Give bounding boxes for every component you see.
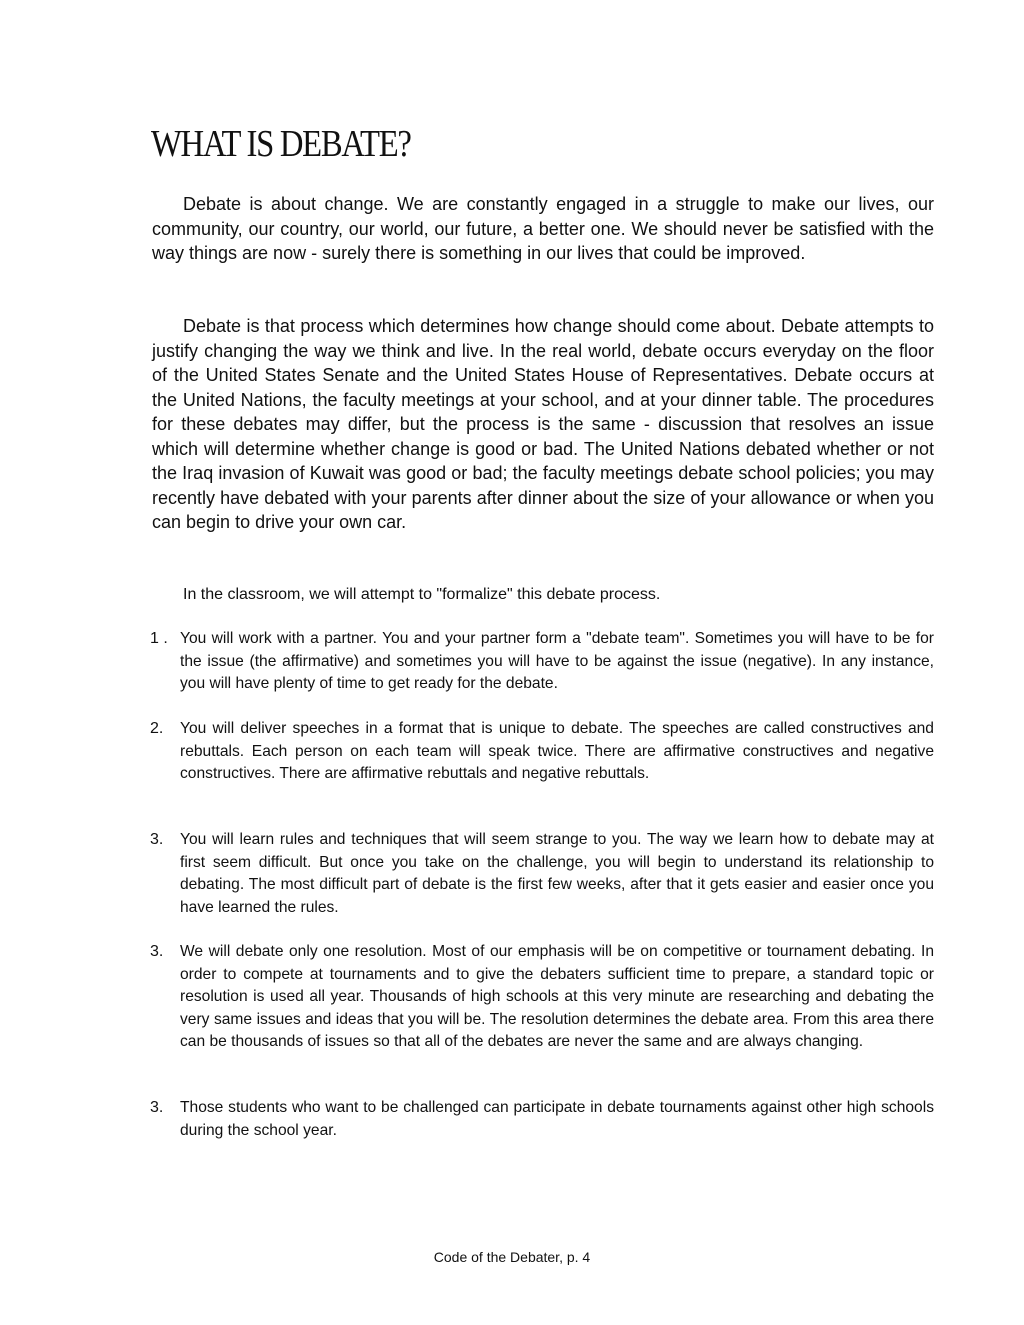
list-item (150, 718, 934, 786)
list-item-number: 3. (150, 831, 164, 848)
list-item (150, 1097, 934, 1142)
list-item-text: We will debate only one resolution. Most of our emphasis will be on competitive or tournament debating. In order to compete at tournaments and to give the debaters sufficient time to prepare, a standard topic or resolution is used all year. Thousands of high schools at this very minute are researching and debating the very same issues and ideas that you will be. The resolution determines the debate area. From this area there can be thousands of issues so that all of the debates are never the same and are always changing. (180, 943, 934, 1050)
list-item-text: You will work with a partner. You and your partner form a "debate team". Sometimes you will have to be for the issue (the affirmative) and sometimes you will have to be against the issue (negative). In any instance, you will have plenty of time to get ready for the debate. (180, 630, 934, 692)
list-item (150, 941, 934, 1054)
list-item-number: 3. (150, 943, 164, 960)
page-footer: Code of the Debater, p. 4 (433, 1249, 591, 1265)
list-item (150, 628, 934, 696)
list-item-text: You will deliver speeches in a format that is unique to debate. The speeches are called constructives and rebuttals. Each person on each team will speak twice. There are affirmative constructives and negative constructives. There are affirmative rebuttals and negative rebuttals. (180, 720, 934, 782)
list-item-number: 1 . (150, 630, 168, 647)
list-item-text: Those students who want to be challenged can participate in debate tournaments against other high schools during the school year. (180, 1099, 934, 1139)
paragraph-debate-process: Debate is that process which determines how change should come about. Debate attempts to justify changing the way we think and live. In the real world, debate occurs everyday on the floor of the United States Senate and the United States House of Representatives. Debate occurs at the United Nations, the faculty meetings at your school, and at your dinner table. The procedures for these debates may differ, but the process is the same - discussion that resolves an issue which will determine whether change is good or bad. The United Nations debated whether or not the Iraq invasion of Kuwait was good or bad; the faculty meetings debate school policies; you may recently have debated with your parents after dinner about the size of your allowance or when you can begin to drive your own car. (152, 316, 934, 532)
paragraph-classroom-intro: In the classroom, we will attempt to "formalize" this debate process. (183, 586, 661, 603)
list-item-number: 2. (150, 720, 164, 737)
page-title: WHAT IS DEBATE? (151, 123, 411, 165)
list-item-number: 3. (150, 1099, 164, 1116)
list-item (150, 829, 934, 919)
paragraph-debate-is-change: Debate is about change. We are constantly engaged in a struggle to make our lives, our community, our country, our world, our future, a better one. We should never be satisfied with the way things are now - surely there is something in our lives that could be improved. (152, 194, 934, 263)
list-item-text: You will learn rules and techniques that will seem strange to you. The way we learn how to debate may at first seem difficult. But once you take on the challenge, you will begin to understand its relationship to debating. The most difficult part of debate is the first few weeks, after that it gets easier and easier once you have learned the rules. (180, 831, 934, 916)
